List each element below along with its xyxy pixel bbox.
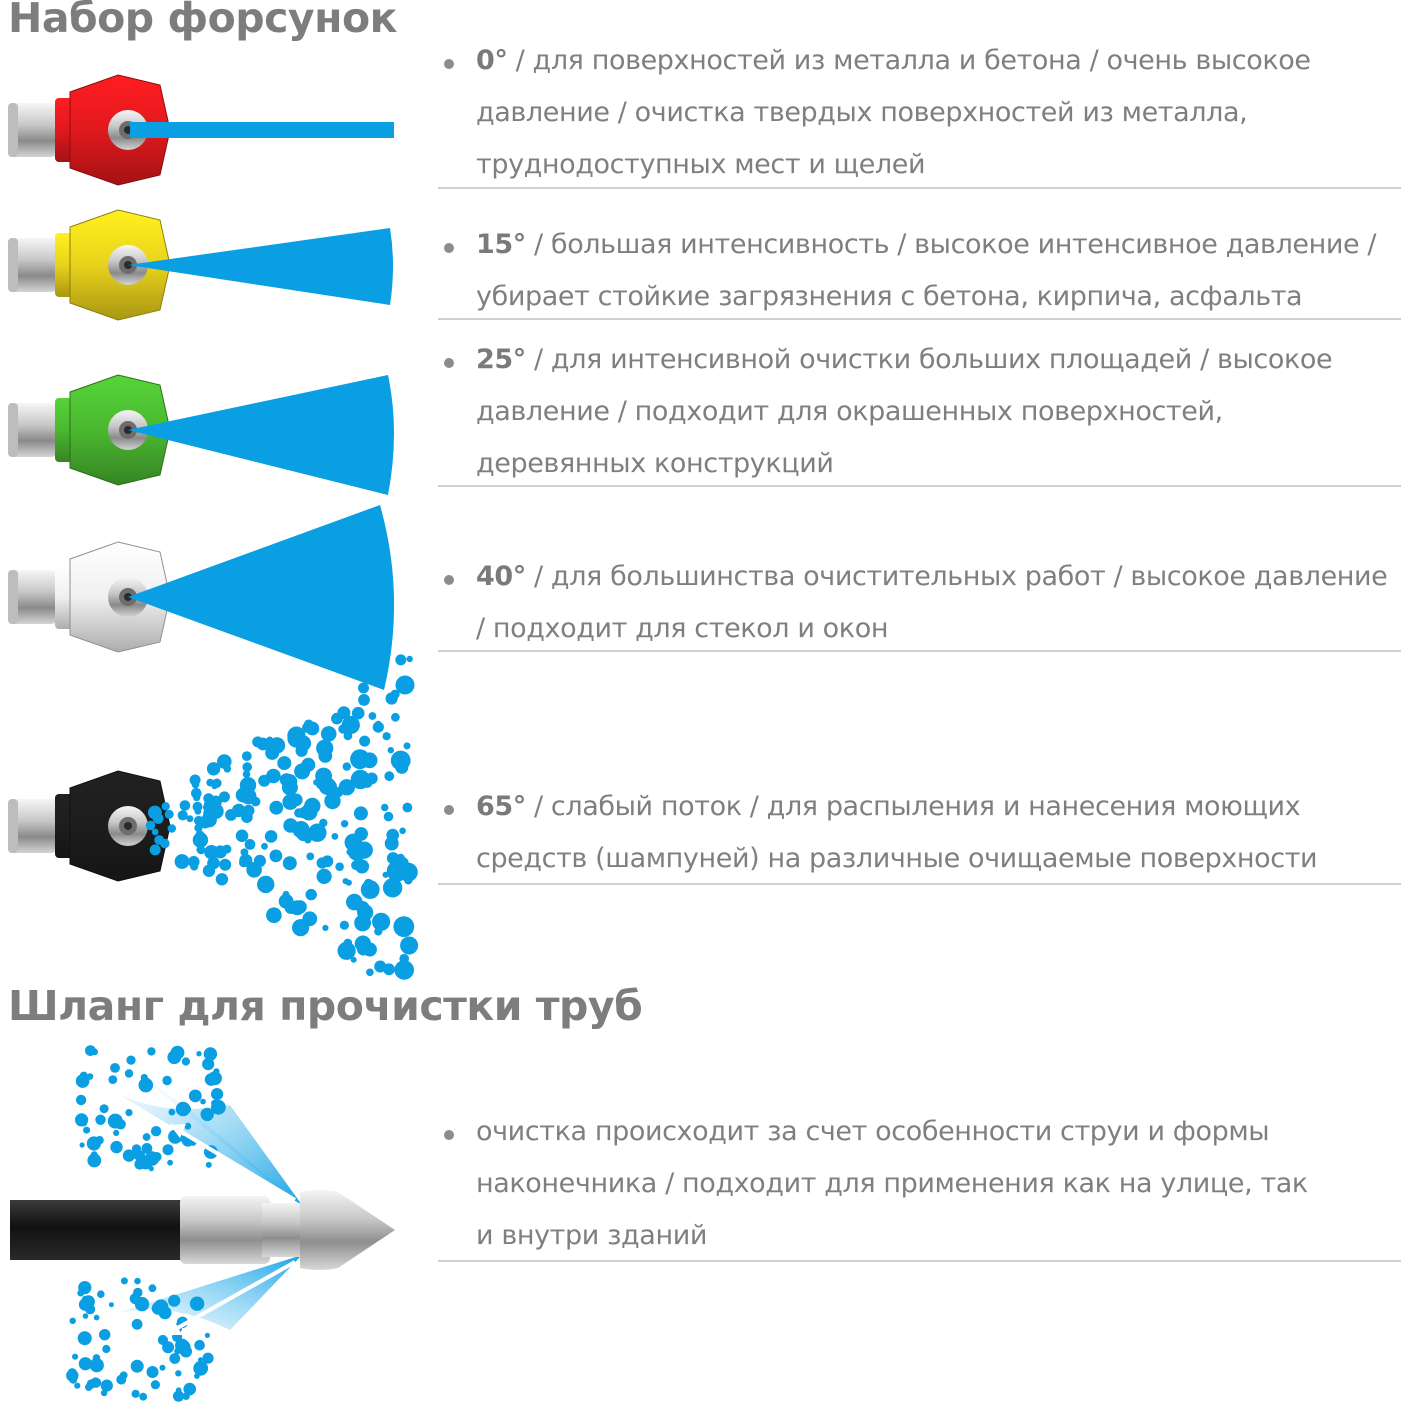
bullet: [444, 358, 454, 368]
pipe-hose-heading: Шланг для прочистки труб: [8, 982, 643, 1030]
bullet: [444, 575, 454, 585]
pipe-cleaning-hose-icon: [0, 1030, 420, 1427]
nozzle-black-icon: [0, 690, 420, 985]
water-jet: [128, 228, 393, 305]
nozzle-0-text: / для поверхностей из металла и бетона / очень высокое давление / очистка твердых поверхностей из металла, труднодоступных мест и щелей: [476, 45, 1311, 180]
nozzle-3-text: / для большинства очистительных работ / высокое давление / подходит для стекол и окон: [476, 561, 1388, 644]
hose-cone-tip: [300, 1190, 395, 1270]
bullet: [444, 805, 454, 815]
divider: [438, 318, 1401, 320]
nozzle-3-description: [476, 551, 1399, 655]
water-jet: [128, 375, 394, 495]
nozzle-1-text: / большая интенсивность / высокое интенсивное давление / убирает стойкие загрязнения с бетона, кирпича, асфальта: [476, 229, 1377, 312]
spray-droplets: [146, 654, 418, 979]
nozzle-set-heading: Набор форсунок: [8, 0, 397, 42]
divider: [438, 1260, 1401, 1262]
nozzle-0-description: [476, 35, 1399, 191]
nozzle-4-angle: 65°: [476, 791, 526, 822]
nozzle-red-icon: [0, 70, 420, 195]
nozzle-2-angle: 25°: [476, 344, 526, 375]
nozzle-2-text: / для интенсивной очистки больших площадей / высокое давление / подходит для окрашенных поверхностей, деревянных конструкций: [476, 344, 1333, 479]
divider: [438, 883, 1401, 885]
nozzle-yellow-icon: [0, 205, 420, 325]
divider: [438, 485, 1401, 487]
bullet: [444, 59, 454, 69]
nozzle-2-description: [476, 334, 1399, 490]
hose-description: очистка происходит за счет особенности струи и формы наконечника / подходит для применения как на улице, так и внутри зданий: [476, 1116, 1308, 1251]
nozzle-green-icon: [0, 365, 420, 500]
hose-coupling: [180, 1196, 270, 1264]
divider: [438, 187, 1401, 189]
nozzle-0-angle: 0°: [476, 45, 508, 76]
nozzle-4-text: / слабый поток / для распыления и нанесения моющих средств (шампуней) на различные очищаемые поверхности: [476, 791, 1318, 874]
water-jet: [128, 505, 394, 690]
nozzle-1-angle: 15°: [476, 229, 526, 260]
water-jet: [130, 122, 394, 138]
nozzle-white-icon: [0, 500, 420, 695]
bullet: [444, 243, 454, 253]
spray-cone-down: [95, 1255, 302, 1330]
bullet: [444, 1130, 454, 1140]
nozzle-4-description: [476, 781, 1399, 885]
nozzle-1-description: [476, 219, 1399, 323]
nozzle-body: [8, 771, 170, 881]
nozzle-3-angle: 40°: [476, 561, 526, 592]
hose-tube: [10, 1200, 185, 1260]
divider: [438, 650, 1401, 652]
